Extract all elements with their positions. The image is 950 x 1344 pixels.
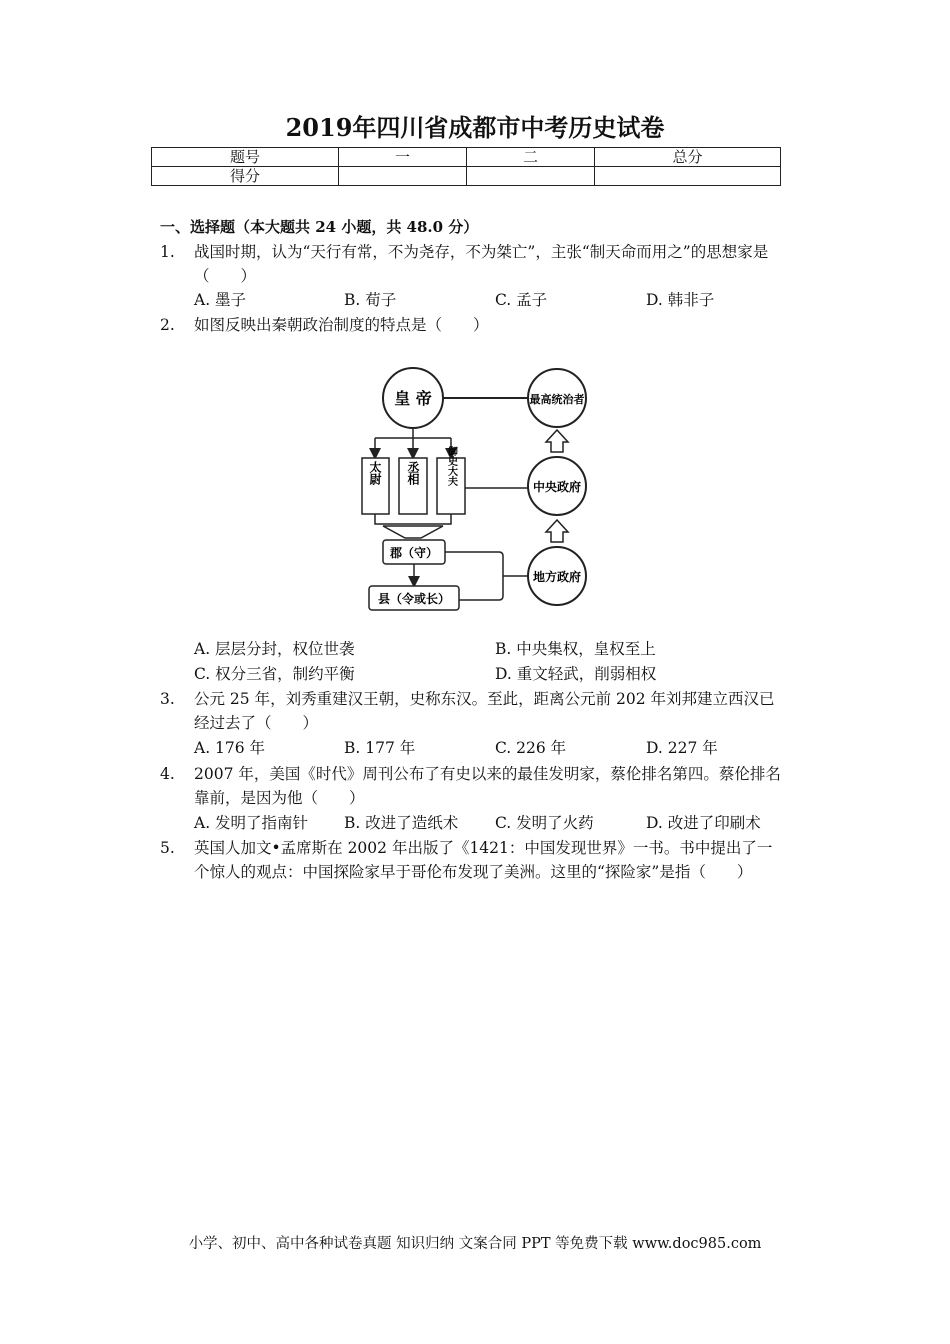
option-c: C. 孟子 — [495, 291, 548, 309]
jun-label: 郡（守） — [389, 546, 439, 560]
score-table-header: 一 — [339, 148, 467, 167]
up-arrow-icon — [546, 520, 568, 542]
option-c: C. 226 年 — [495, 739, 567, 757]
question-3 — [160, 687, 785, 735]
question-number: 3. — [160, 690, 175, 708]
score-cell — [339, 167, 467, 186]
section-heading: 一、选择题（本大题共 24 小题，共 48.0 分） — [160, 218, 479, 236]
question-stem: 公元 25 年，刘秀重建汉王朝，史称东汉。至此，距离公元前 202 年刘邦建立西汉已经过去了（ ） — [194, 690, 775, 732]
option-b: B. 荀子 — [344, 291, 397, 309]
score-cell — [595, 167, 781, 186]
question-number: 2. — [160, 316, 175, 334]
emperor-label: 皇 帝 — [394, 389, 432, 408]
option-a: A. 发明了指南针 — [194, 814, 309, 832]
option-b: B. 中央集权，皇权至上 — [495, 640, 656, 658]
question-5 — [160, 836, 785, 884]
option-d: D. 227 年 — [646, 739, 718, 757]
option-a: A. 墨子 — [194, 291, 247, 309]
option-b: B. 177 年 — [344, 739, 416, 757]
option-a: A. 层层分封，权位世袭 — [194, 640, 355, 658]
question-number: 1. — [160, 243, 175, 261]
question-number: 5. — [160, 839, 175, 857]
qin-government-diagram — [355, 360, 595, 620]
option-a: A. 176 年 — [194, 739, 266, 757]
xian-label: 县（令或长） — [377, 592, 451, 606]
score-table — [151, 147, 781, 186]
yushi-label: 御史大夫 — [445, 446, 457, 486]
option-c: C. 权分三省，制约平衡 — [194, 665, 355, 683]
question-4 — [160, 762, 785, 810]
score-table-header: 二 — [467, 148, 595, 167]
up-arrow-icon — [546, 430, 568, 452]
exam-title: 2019年四川省成都市中考历史试卷 — [285, 113, 665, 142]
score-cell — [467, 167, 595, 186]
question-stem: 如图反映出秦朝政治制度的特点是（ ） — [194, 316, 489, 334]
option-d: D. 韩非子 — [646, 291, 715, 309]
question-1 — [160, 240, 785, 288]
question-2 — [160, 313, 785, 337]
local-government-label: 地方政府 — [532, 570, 582, 584]
page-footer: 小学、初中、高中各种试卷真题 知识归纳 文案合同 PPT 等免费下载 www.doc985.com — [188, 1236, 762, 1252]
question-stem: 战国时期，认为“天行有常，不为尧存，不为桀亡”，主张“制天命而用之”的思想家是（ ） — [194, 243, 769, 285]
chengxiang-label: 丞相 — [406, 461, 420, 485]
score-table-header: 总分 — [595, 148, 781, 167]
score-row-label: 得分 — [152, 167, 339, 186]
supreme-ruler-label: 最高统治者 — [529, 393, 585, 406]
option-d: D. 重文轻武，削弱相权 — [495, 665, 657, 683]
score-table-header: 题号 — [152, 148, 339, 167]
option-d: D. 改进了印刷术 — [646, 814, 761, 832]
option-b: B. 改进了造纸术 — [344, 814, 459, 832]
question-number: 4. — [160, 765, 175, 783]
taiwei-label: 太尉 — [368, 461, 382, 485]
central-government-label: 中央政府 — [532, 480, 582, 494]
question-stem: 2007 年，美国《时代》周刊公布了有史以来的最佳发明家，蔡伦排名第四。蔡伦排名靠前，是因为他（ ） — [194, 765, 781, 807]
option-c: C. 发明了火药 — [495, 814, 594, 832]
question-stem: 英国人加文•孟席斯在 2002 年出版了《1421：中国发现世界》一书。书中提出了一个惊人的观点：中国探险家早于哥伦布发现了美洲。这里的“探险家”是指（ ） — [194, 839, 773, 881]
funnel-icon — [383, 526, 443, 538]
